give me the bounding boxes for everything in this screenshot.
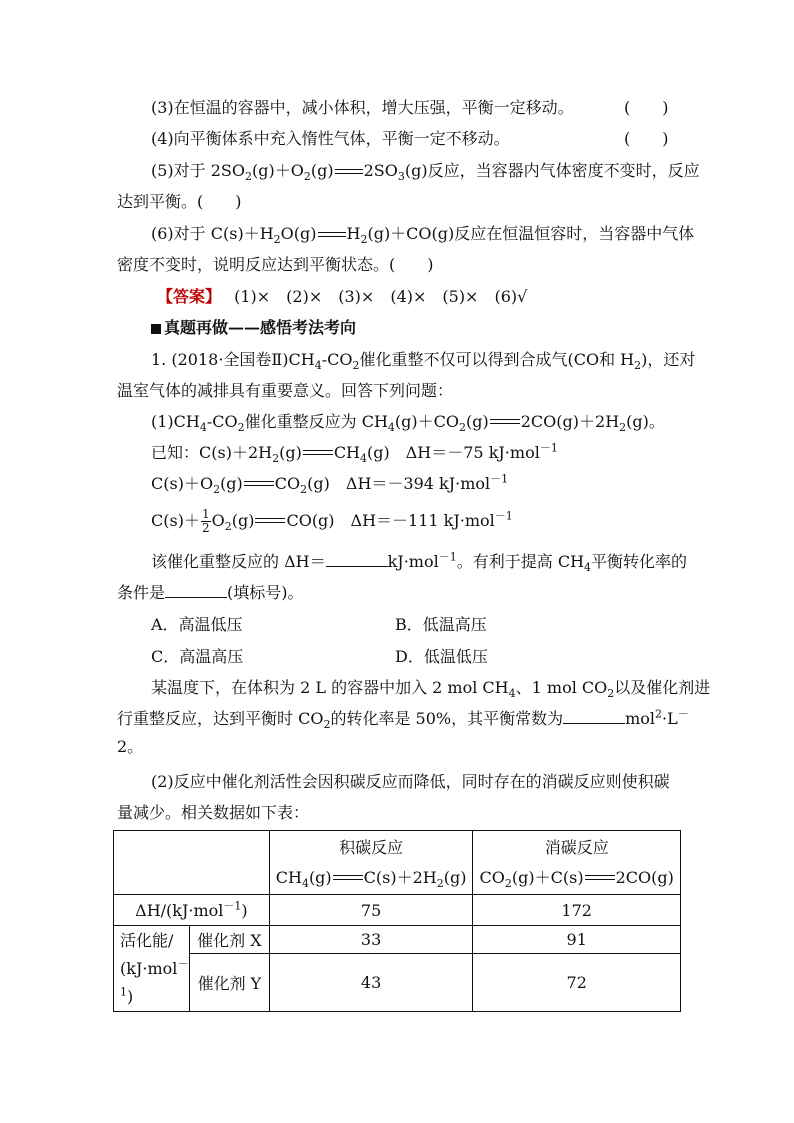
known-reaction-3: C(s)＋ $\frac{1}{2}$ $O_2(g)$ CO(g) ΔH＝－111 kJ·mol$^{-1}$	[151, 507, 513, 535]
equals-sign-icon	[585, 875, 615, 882]
question-3: (3)在恒温的容器中，减小体积，增大压强，平衡一定移动。	[151, 98, 574, 117]
section-title: 真题再做——感悟考法考向	[151, 318, 356, 338]
table-cell: 75	[269, 895, 473, 926]
table-row	[114, 954, 681, 1012]
table-row	[114, 926, 681, 954]
answer-label: 【答案】	[157, 287, 222, 306]
table-row	[114, 895, 681, 926]
known-reaction-2: $C(s)+O_2(g)$ $CO_2(g)$ ΔH＝－394 kJ·mol$^{-1}$	[151, 472, 509, 497]
paragraph-3-line2: 量减少。相关数据如下表：	[117, 803, 310, 822]
known-reaction-1: 已知：$C(s)+2H_2(g)$ $CH_4(g)$ ΔH＝－75 kJ·mol$^{-1}$	[151, 441, 558, 466]
equals-sign-icon	[244, 481, 274, 488]
square-bullet-icon	[151, 324, 161, 334]
reaction-1: $(1)CH_4-CO_2$催化重整反应为 $CH_4(g)+CO_2(g)$ $2CO(g)+2H_2(g)$。	[151, 412, 665, 435]
table-cell: 91	[473, 926, 681, 954]
option-b[interactable]: B．低温高压	[395, 615, 487, 634]
table-cell: 72	[473, 954, 681, 1012]
equals-sign-icon	[490, 419, 520, 426]
question-6-line1: (6)对于 $C(s)+H_2O(g)$ $H_2(g)+CO(g)$反应在恒温恒容时，当容器中气体	[151, 224, 695, 247]
fill-question-line1: 该催化重整反应的 ΔH＝ kJ·mol$^{-1}$。有利于提高 $CH_4$平衡转化率的	[151, 550, 688, 575]
table-dh-label: ΔH/(kJ·mol$^{-1}$)	[114, 895, 270, 926]
option-d[interactable]: D．低温低压	[395, 647, 488, 666]
answer-text: (1)× (2)× (3)× (4)× (5)× (6)√	[234, 287, 528, 306]
paragraph-3-line1: (2)反应中催化剂活性会因积碳反应而降低，同时存在的消碳反应则使积碳	[151, 772, 670, 791]
problem-1-line2: 温室气体的减排具有重要意义。回答下列问题：	[117, 381, 454, 400]
question-5-line1: (5)对于 $2SO_2(g)+O_2(g)$ $2SO_3(g)$反应，当容器内气体密度不变时，反应	[151, 161, 700, 184]
paragraph-2-line3: 2。	[117, 737, 144, 756]
equilibrium-arrow-icon	[335, 168, 363, 176]
table-cell: 172	[473, 895, 681, 926]
table-header-deposition: 积碳反应 $CH_4(g)$ $C(s)+2H_2(g)$	[269, 831, 473, 895]
question-5-line2: 达到平衡。( )	[117, 192, 242, 211]
fraction-one-half: $\frac{1}{2}$	[201, 507, 210, 535]
data-table	[113, 830, 681, 1012]
answer-blank[interactable]	[563, 709, 625, 724]
question-3-paren: ( )	[624, 98, 669, 117]
table-cell: 催化剂 X	[189, 926, 269, 954]
option-c[interactable]: C．高温高压	[151, 647, 244, 666]
answer-blank[interactable]	[165, 583, 227, 598]
option-a[interactable]: A．高温低压	[151, 615, 243, 634]
answer-blank[interactable]	[326, 552, 388, 567]
question-4-paren: ( )	[624, 129, 669, 148]
paragraph-2-line1: 某温度下，在体积为 2 L 的容器中加入 2 mol $CH_4$、1 mol $CO_2$以及催化剂进	[151, 678, 711, 701]
table-cell: 33	[269, 926, 473, 954]
equals-sign-icon	[333, 875, 363, 882]
equilibrium-arrow-icon	[318, 231, 346, 239]
problem-1-line1: 1. (2018·全国卷$Ⅱ)CH_4-CO_2$催化重整不仅可以得到合成气(CO和 $H_2$)，还对	[151, 350, 696, 373]
table-corner-cell	[114, 831, 270, 895]
question-6-line2: 密度不变时，说明反应达到平衡状态。( )	[117, 255, 434, 274]
table-cell: 43	[269, 954, 473, 1012]
table-cell: 催化剂 Y	[189, 954, 269, 1012]
equals-sign-icon	[255, 518, 285, 525]
paragraph-2-line2: 行重整反应，达到平衡时 $CO_2$的转化率是 50%，其平衡常数为 mol$^2$·L－	[117, 707, 689, 732]
table-ea-label: 活化能/ (kJ·mol－ $^1$)	[114, 926, 190, 1012]
table-header-elimination: 消碳反应 $CO_2(g)+C(s)$ 2CO(g)	[473, 831, 681, 895]
answer-line	[157, 287, 527, 307]
fill-question-line2: 条件是 (填标号)。	[117, 583, 304, 602]
equals-sign-icon	[303, 450, 333, 457]
question-4: (4)向平衡体系中充入惰性气体，平衡一定不移动。	[151, 129, 510, 148]
